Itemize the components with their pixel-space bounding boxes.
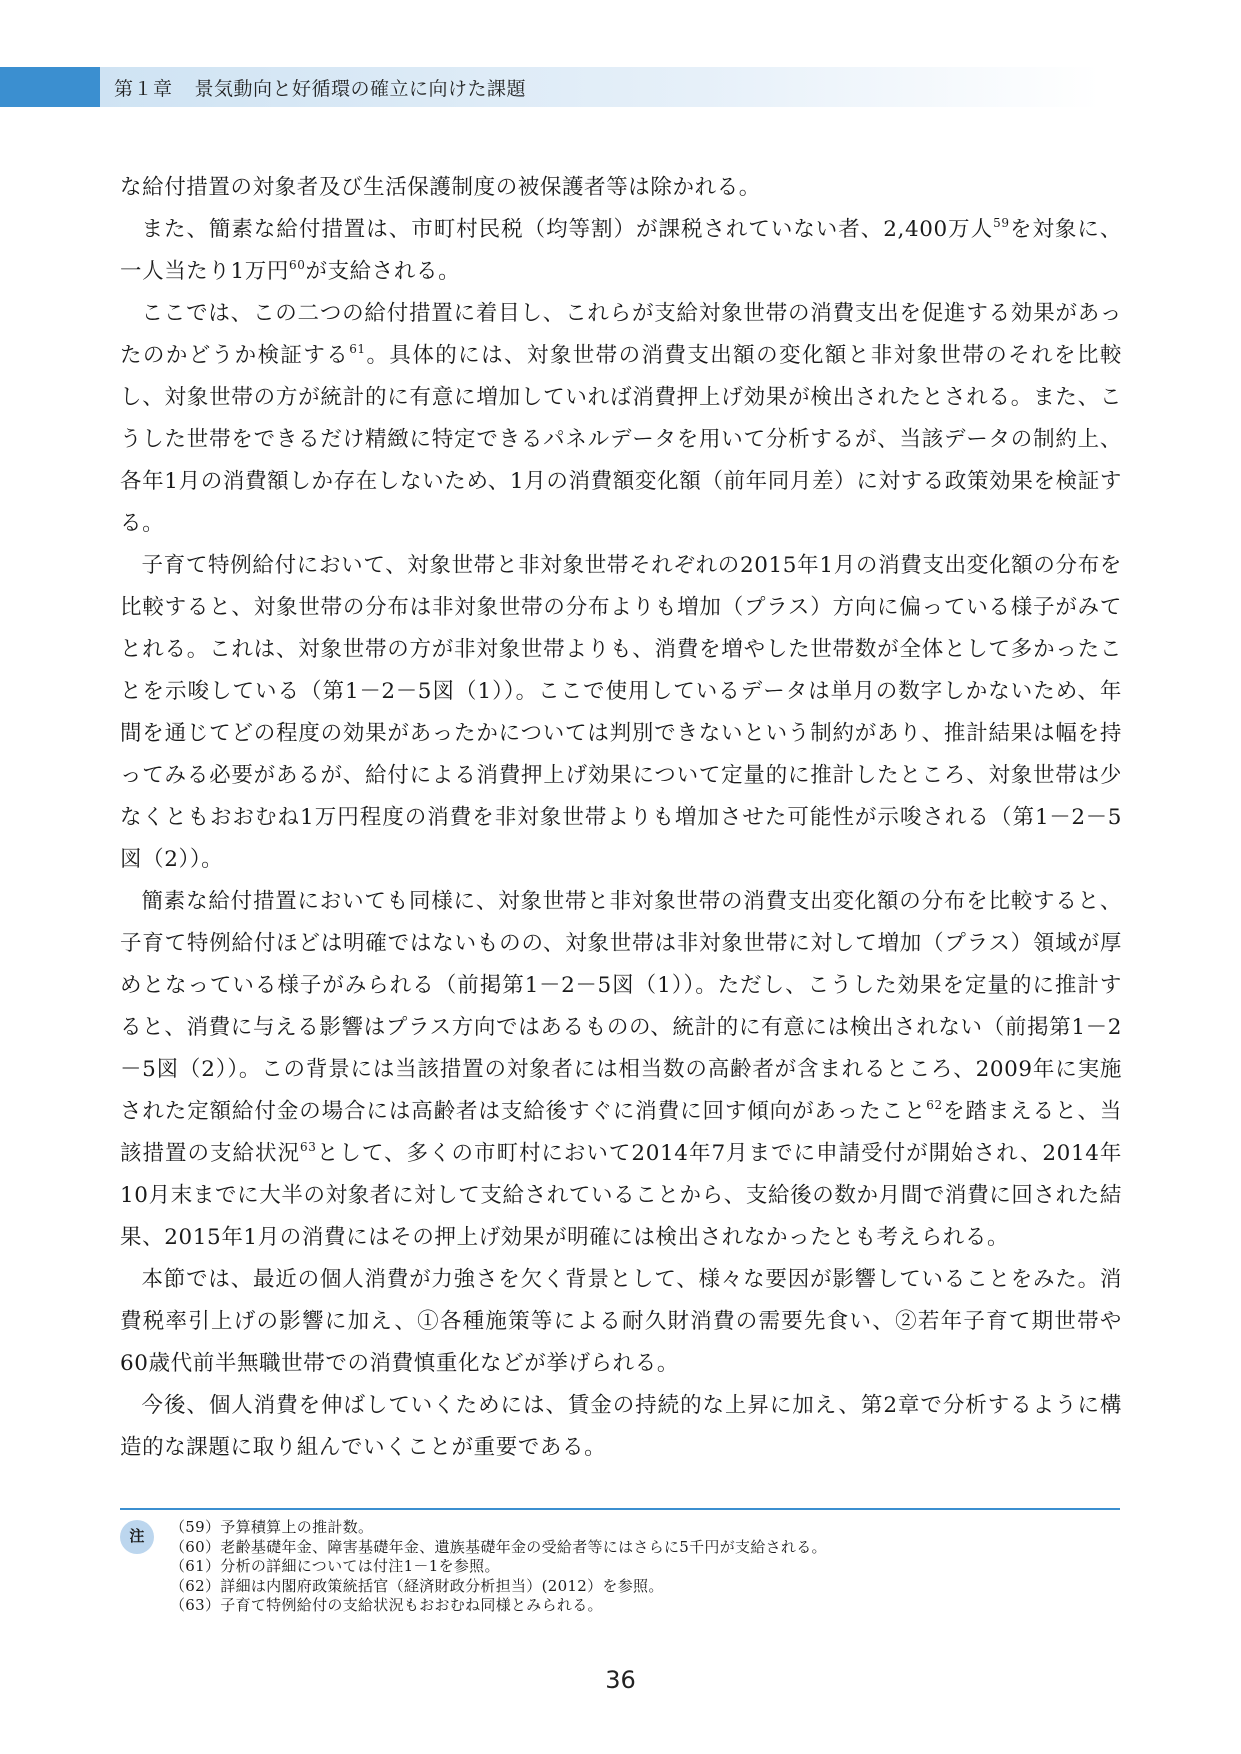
paragraph-text: を踏まえると、当該措置の支給状況 xyxy=(120,1099,1122,1166)
paragraph-text: が支給される。 xyxy=(305,259,461,284)
footnote-item: （59）予算積算上の推計数。 xyxy=(170,1518,374,1536)
body-text xyxy=(120,167,1122,1469)
paragraph-text: 簡素な給付措置においても同様に、対象世帯と非対象世帯の消費支出変化額の分布を比較すると、子育て特例給付ほどは明確ではないものの、対象世帯は非対象世帯に対して増加（プラス）領域が厚めとなっている様子がみられる（前掲第1－2－5図（1））。ただし、こうした効果を定量的に推計すると、消費に与える影響はプラス方向ではあるものの、統計的に有意には検出されない（前掲第1－2－5図（2））。この背景には当該措置の対象者には相当数の高齢者が含まれるところ、2009年に実施された定額給付金の場合には高齢者は支給後すぐに消費に回す傾向があったこと xyxy=(120,889,1122,1124)
paragraph xyxy=(120,1259,1122,1385)
paragraph xyxy=(120,167,1122,209)
paragraph-text: 今後、個人消費を伸ばしていくためには、賃金の持続的な上昇に加え、第2章で分析するように構造的な課題に取り組んでいくことが重要である。 xyxy=(120,1393,1122,1460)
paragraph xyxy=(120,209,1122,293)
chapter-label: 第１章 xyxy=(114,77,173,100)
paragraph-text: として、多くの市町村において2014年7月までに申請受付が開始され、2014年10月末までに大半の対象者に対して支給されていることから、支給後の数か月間で消費に回された結果、2015年1月の消費にはその押上げ効果が明確には検出されなかったとも考えられる。 xyxy=(120,1141,1123,1250)
paragraph-text: また、簡素な給付措置は、市町村民税（均等割）が課税されていない者、2,400万人 xyxy=(141,217,994,242)
footnote-marker: 61 xyxy=(349,342,366,356)
paragraph-text: を対象に、一人当たり1万円 xyxy=(120,217,1122,284)
chapter-header xyxy=(0,67,1100,107)
paragraph-text: な給付措置の対象者及び生活保護制度の被保護者等は除かれる。 xyxy=(120,175,761,200)
footnote-marker: 60 xyxy=(288,258,306,272)
paragraph xyxy=(120,545,1122,881)
paragraph-text: 子育て特例給付において、対象世帯と非対象世帯それぞれの2015年1月の消費支出変化額の分布を比較すると、対象世帯の分布は非対象世帯の分布よりも増加（プラス）方向に偏っている様子がみてとれる。これは、対象世帯の方が非対象世帯よりも、消費を増やした世帯数が全体として多かったことを示唆している（第1－2－5図（1））。ここで使用しているデータは単月の数字しかないため、年間を通じてどの程度の効果があったかについては判別できないという制約があり、推計結果は幅を持ってみる必要があるが、給付による消費押上げ効果について定量的に推計したところ、対象世帯は少なくともおおむね1万円程度の消費を非対象世帯よりも増加させた可能性が示唆される（第1－2－5図（2））。 xyxy=(120,553,1122,872)
header-accent-tab xyxy=(0,67,100,107)
paragraph xyxy=(120,1385,1122,1469)
paragraph-text: 。具体的には、対象世帯の消費支出額の変化額と非対象世帯のそれを比較し、対象世帯の方が統計的に有意に増加していれば消費押上げ効果が検出されたとされる。また、こうした世帯をできるだけ精緻に特定できるパネルデータを用いて分析するが、当該データの制約上、各年1月の消費額しか存在しないため、1月の消費額変化額（前年同月差）に対する政策効果を検証する。 xyxy=(120,343,1122,536)
header-bar xyxy=(100,67,1100,107)
footnote-list xyxy=(170,1518,1120,1616)
footnotes xyxy=(120,1508,1120,1616)
paragraph-text: ここでは、この二つの給付措置に着目し、これらが支給対象世帯の消費支出を促進する効果があったのかどうか検証する xyxy=(120,301,1122,368)
notes-badge: 注 xyxy=(120,1520,154,1554)
footnote-item: （60）老齢基礎年金、障害基礎年金、遺族基礎年金の受給者等にはさらに5千円が支給される。 xyxy=(170,1537,827,1556)
footnote-marker: 63 xyxy=(300,1140,317,1154)
paragraph-text: 本節では、最近の個人消費が力強さを欠く背景として、様々な要因が影響していることをみた。消費税率引上げの影響に加え、①各種施策等による耐久財消費の需要先食い、②若年子育て期世帯や60歳代前半無職世帯での消費慎重化などが挙げられる。 xyxy=(120,1267,1122,1376)
paragraph xyxy=(120,293,1122,545)
footnote-item: （62）詳細は内閣府政策統括官（経済財政分析担当）(2012）を参照。 xyxy=(170,1576,664,1595)
footnote-marker: 59 xyxy=(993,216,1010,230)
chapter-title: 景気動向と好循環の確立に向けた課題 xyxy=(194,77,527,100)
footnote-item: （61）分析の詳細については付注1－1を参照。 xyxy=(170,1557,500,1575)
footnote-item: （63）子育て特例給付の支給状況もおおむね同様とみられる。 xyxy=(170,1596,603,1614)
paragraph xyxy=(120,881,1122,1259)
footnote-marker: 62 xyxy=(926,1098,943,1112)
page-number: 36 xyxy=(605,1666,636,1694)
